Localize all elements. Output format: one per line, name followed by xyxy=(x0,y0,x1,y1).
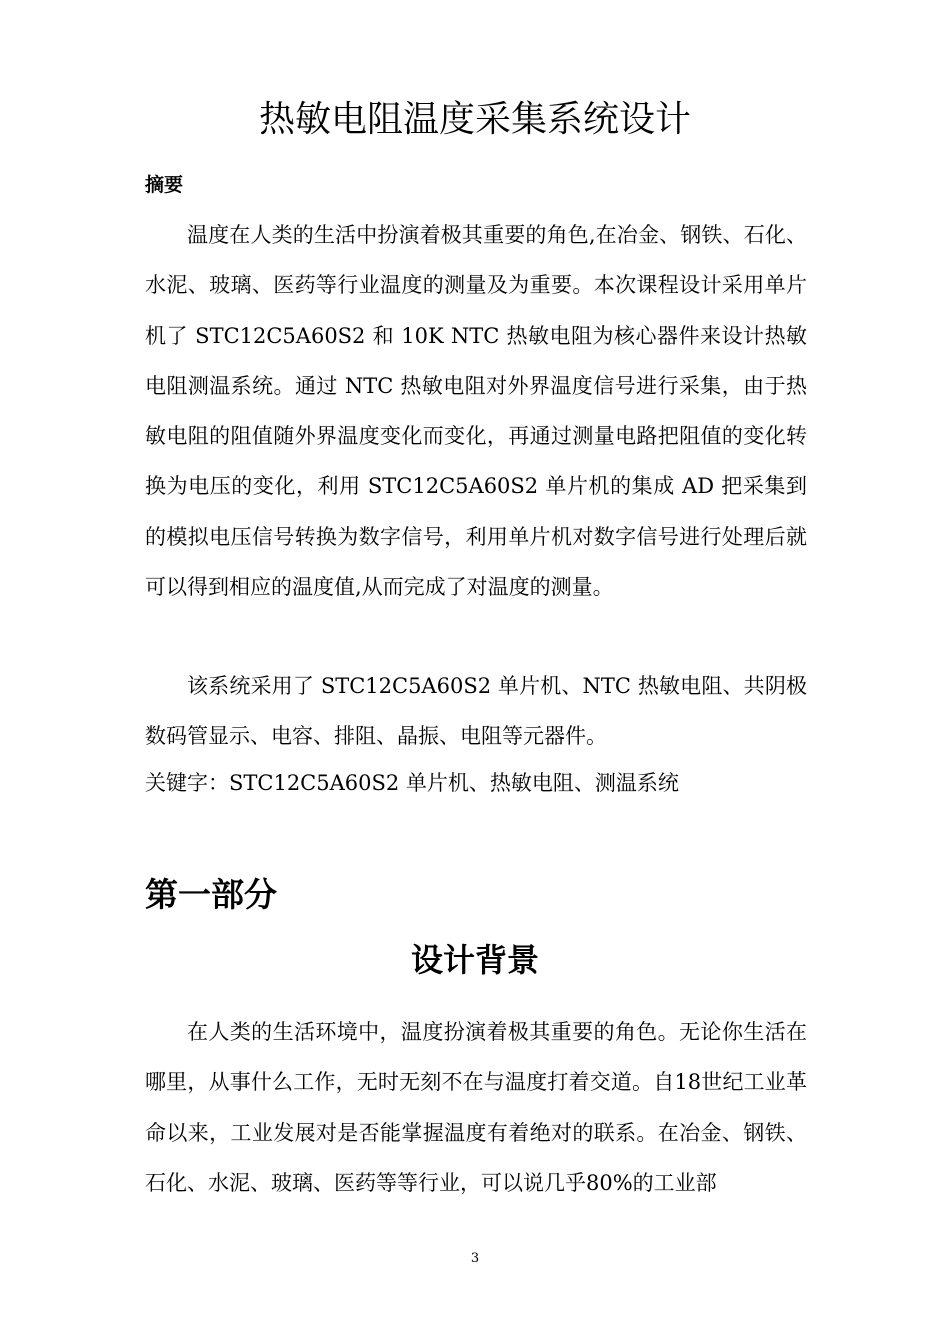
section-heading: 设计背景 xyxy=(410,941,539,979)
abstract-paragraph-1: 温度在人类的生活中扮演着极其重要的角色,在冶金、钢铁、石化、水泥、玻璃、医药等行业温度的测量及为重要。本次课程设计采用单片机了 STC12C5A60S2 和 10K NTC 热敏电阻为核心器件来设计热敏电阻测温系统。通过 NTC 热敏电阻对外界温度信号进行采集，由于热敏电阻的阻值随外界温度变化而变化，再通过测量电路把阻值的变化转换为电压的变化，利用 STC12C5A60S2 单片机的集成 AD 把采集到的模拟电压信号转换为数字信号，利用单片机对数字信号进行处理后就可以得到相应的温度值,从而完成了对温度的测量。 xyxy=(145,223,807,600)
page-number: 3 xyxy=(470,1251,480,1266)
part-heading: 第一部分 xyxy=(145,875,277,914)
abstract-heading: 摘要 xyxy=(145,174,184,196)
keywords-line: 关键字：STC12C5A60S2 单片机、热敏电阻、测温系统 xyxy=(145,771,679,795)
abstract-paragraph-2: 该系统采用了 STC12C5A60S2 单片机、NTC 热敏电阻、共阴极数码管显示、电容、排阻、晶振、电阻等元器件。 xyxy=(145,674,807,749)
document-title: 热敏电阻温度采集系统设计 xyxy=(258,99,691,140)
background-paragraph: 在人类的生活环境中，温度扮演着极其重要的角色。无论你生活在哪里，从事什么工作，无时无刻不在与温度打着交道。自18世纪工业革命以来，工业发展对是否能掌握温度有着绝对的联系。在冶金、钢铁、石化、水泥、玻璃、医药等等行业，可以说几乎80%的工业部 xyxy=(145,1020,807,1195)
